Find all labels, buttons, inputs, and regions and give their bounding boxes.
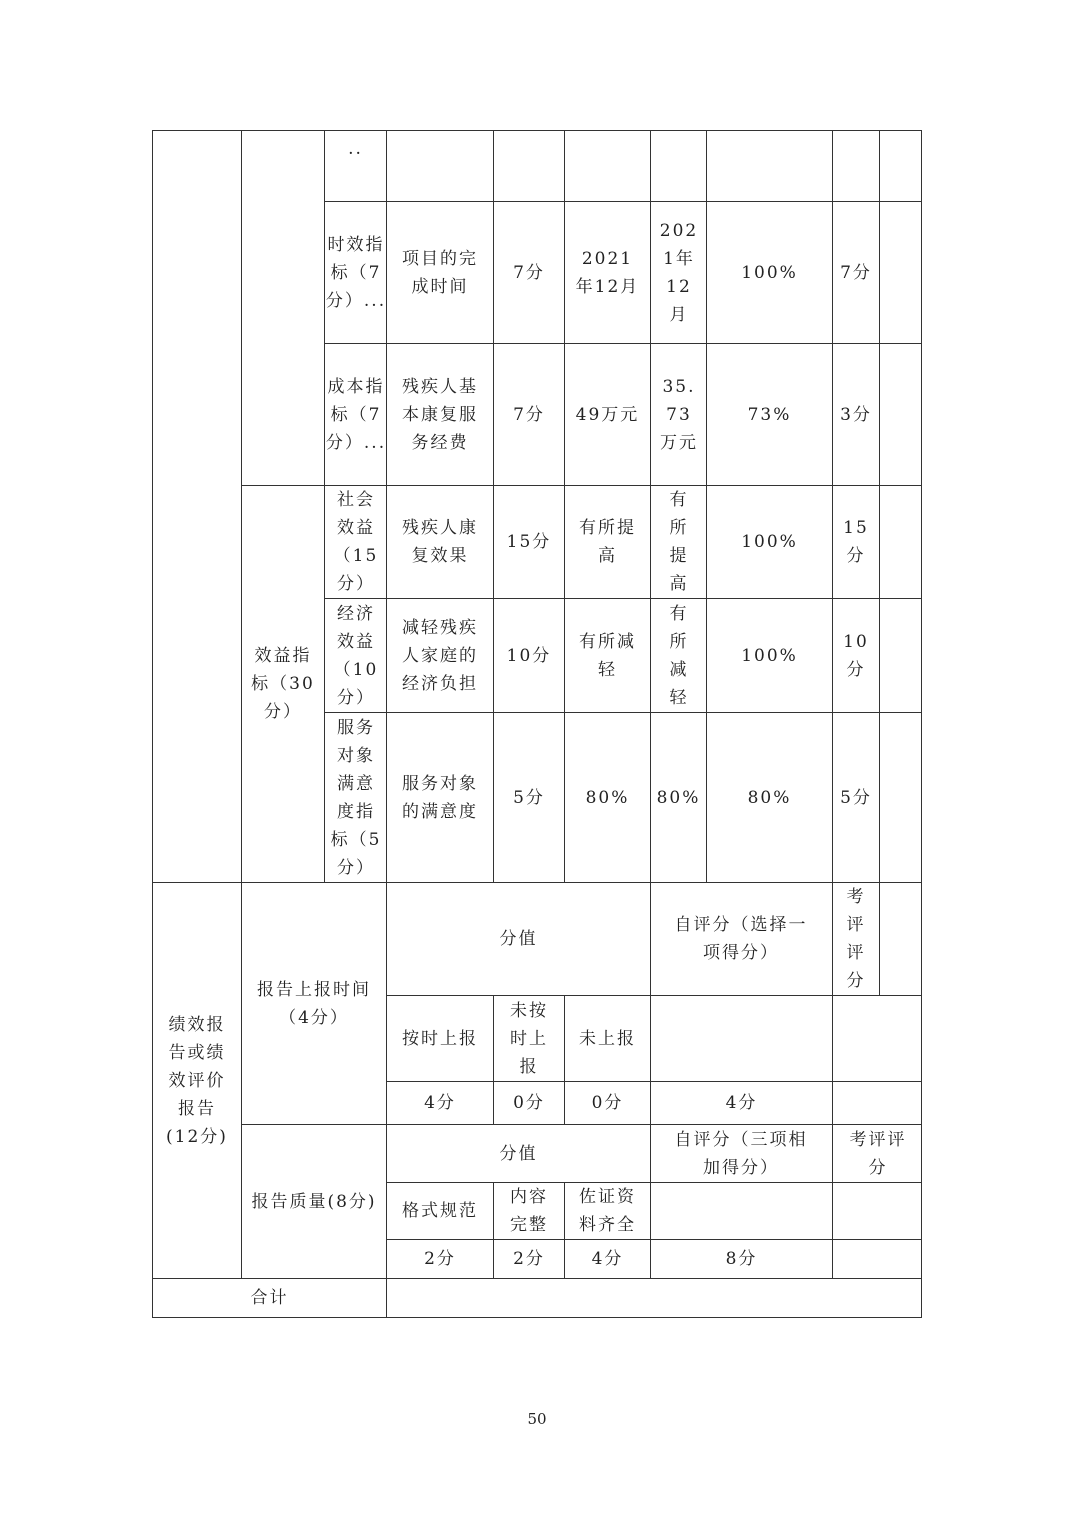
benefit-group-label: 效益指标（30分） xyxy=(251,646,315,722)
satisfaction-rate: 80% xyxy=(747,787,792,808)
quality-value-content: 2分 xyxy=(513,1249,545,1269)
timing-label: 报告上报时间（4分） xyxy=(257,979,371,1028)
social-benefit-target: 有所提高 xyxy=(579,518,636,566)
social-benefit-rate: 100% xyxy=(741,532,798,552)
time-indicator-name: 项目的完成时间 xyxy=(402,248,478,297)
economic-benefit-indicator: 减轻残疾人家庭的经济负担 xyxy=(402,617,478,694)
time-indicator-rate: 100% xyxy=(741,262,798,283)
satisfaction-actual: 80% xyxy=(656,787,701,808)
economic-benefit-weight: 10分 xyxy=(506,645,552,666)
economic-benefit-actual: 有所减轻 xyxy=(669,603,689,708)
economic-benefit-label: 经济效益（10分） xyxy=(333,603,379,708)
timing-self-score: 4分 xyxy=(725,1093,758,1113)
social-benefit-indicator: 残疾人康复效果 xyxy=(402,518,478,566)
timing-option-not-reported: 未上报 xyxy=(579,1028,636,1049)
social-benefit-weight: 15分 xyxy=(506,532,552,552)
time-indicator-actual: 2021年12月 xyxy=(659,220,699,325)
time-indicator-label: 时效指标（7分）... xyxy=(325,234,387,311)
satisfaction-target: 80% xyxy=(585,787,630,808)
social-benefit-label: 社会效益（15分） xyxy=(333,490,379,594)
time-indicator-weight: 7分 xyxy=(513,262,545,283)
timing-option-on-time: 按时上报 xyxy=(402,1028,478,1049)
satisfaction-score: 5分 xyxy=(840,787,872,808)
time-indicator-target: 2021年12月 xyxy=(575,248,640,297)
cost-indicator-target: 49万元 xyxy=(575,404,640,425)
page-number: 50 xyxy=(527,1410,547,1428)
cost-indicator-label: 成本指标（7分）... xyxy=(325,376,387,453)
cost-indicator-weight: 7分 xyxy=(513,404,545,425)
quality-option-content: 内容完整 xyxy=(510,1187,548,1235)
economic-benefit-target: 有所减轻 xyxy=(579,631,636,680)
cost-indicator-actual: 35.73万元 xyxy=(660,376,698,453)
quality-label: 报告质量(8分) xyxy=(251,1191,377,1212)
timing-review-header: 考评评分 xyxy=(846,887,866,991)
report-group-label: 绩效报告或绩效评价报告(12分) xyxy=(166,1014,228,1147)
quality-review-header: 考评评分 xyxy=(849,1129,907,1178)
timing-value-late: 0分 xyxy=(513,1093,545,1113)
quality-value-evidence: 4分 xyxy=(591,1249,624,1269)
continuation-dots: .. xyxy=(348,139,363,159)
satisfaction-label: 服务对象满意度指标（5分） xyxy=(330,717,382,878)
timing-value-on-time: 4分 xyxy=(424,1093,456,1113)
timing-option-late: 未按时上报 xyxy=(510,1000,548,1077)
timing-score-header: 分值 xyxy=(499,929,538,949)
social-benefit-actual: 有所提高 xyxy=(669,490,689,594)
quality-self-header: 自评分（三项相加得分） xyxy=(674,1129,808,1178)
total-label: 合计 xyxy=(250,1288,289,1308)
quality-option-evidence: 佐证资料齐全 xyxy=(579,1187,636,1235)
quality-value-format: 2分 xyxy=(424,1249,456,1269)
cost-indicator-rate: 73% xyxy=(747,404,792,425)
satisfaction-indicator: 服务对象的满意度 xyxy=(402,773,478,822)
quality-self-score: 8分 xyxy=(725,1249,758,1269)
cost-indicator-score: 3分 xyxy=(840,404,872,425)
satisfaction-weight: 5分 xyxy=(513,787,545,808)
timing-value-not-reported: 0分 xyxy=(591,1093,624,1113)
economic-benefit-rate: 100% xyxy=(741,645,798,666)
timing-self-header: 自评分（选择一项得分） xyxy=(674,915,808,963)
quality-option-format: 格式规范 xyxy=(402,1201,478,1221)
cost-indicator-name: 残疾人基本康复服务经费 xyxy=(402,376,478,453)
time-indicator-score: 7分 xyxy=(840,262,872,283)
economic-benefit-score: 10分 xyxy=(843,631,869,680)
quality-score-header: 分值 xyxy=(499,1143,538,1164)
social-benefit-score: 15分 xyxy=(843,518,869,566)
